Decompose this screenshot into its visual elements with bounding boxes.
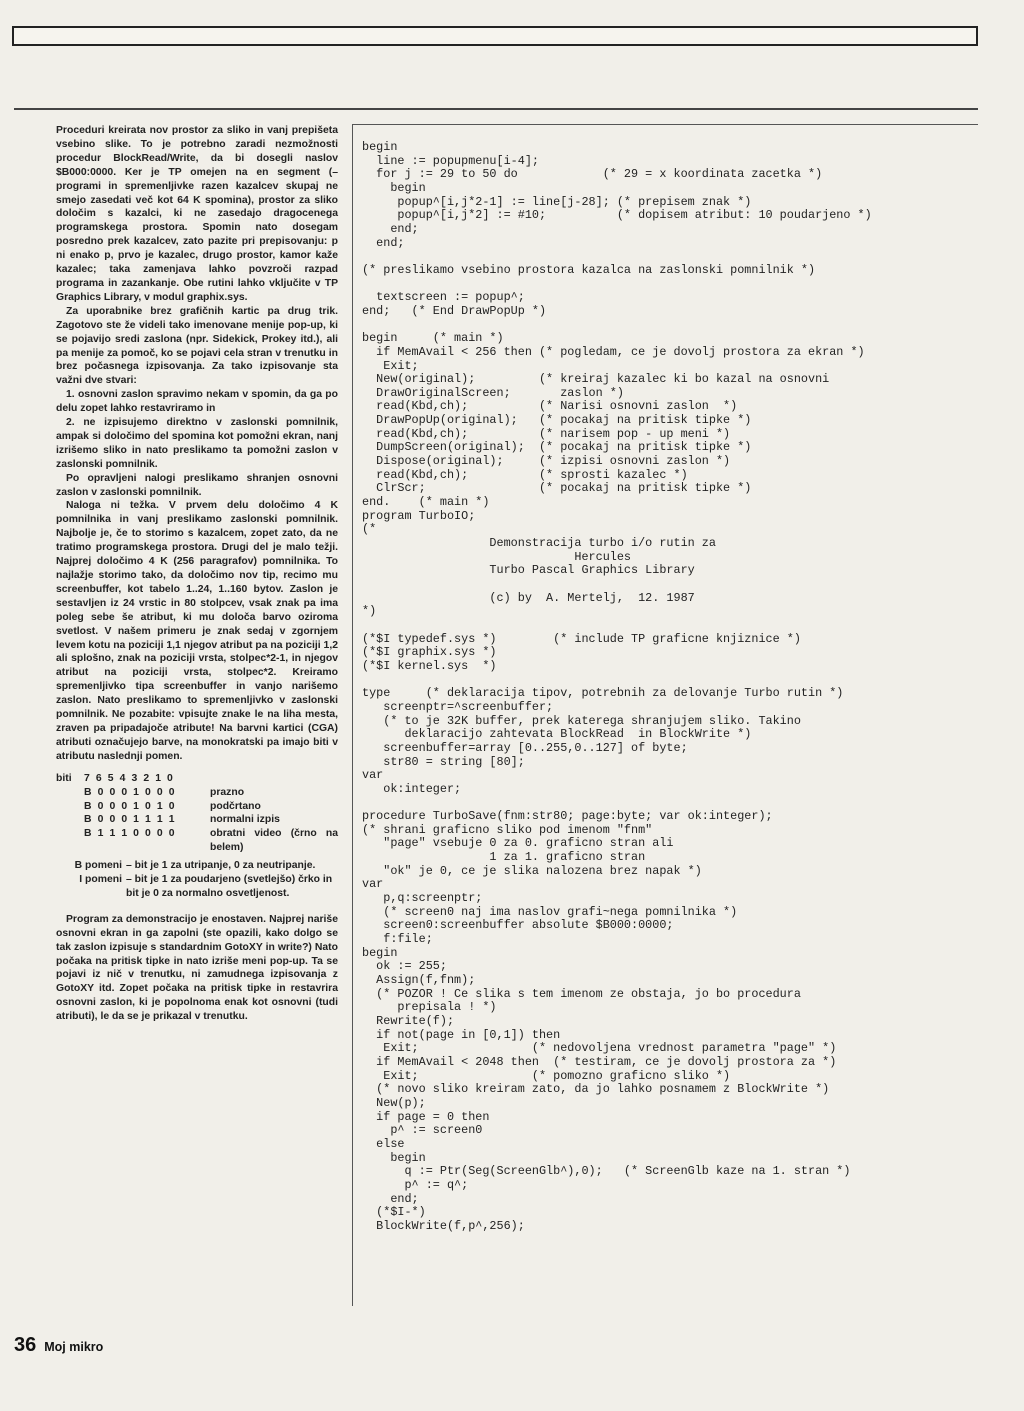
table-row [56,772,338,786]
attribute-bits-table [56,772,338,855]
article-text-column [56,124,338,1024]
bits-label: biti [56,772,72,784]
paragraph: Po opravljeni nalogi preslikamo shranjen osnovni zaslon v zaslonski pomnilnik. [56,472,338,498]
bits-value: B 0 0 0 1 0 0 0 [84,786,177,798]
bits-value: B 1 1 1 0 0 0 0 [84,828,177,840]
bits-desc [210,772,338,786]
page-number: 36 [14,1334,37,1356]
legend-key: I pomeni [79,874,122,886]
bits-desc: normalni izpis [210,814,280,826]
top-rule [14,108,978,110]
paragraph: Za uporabnike brez grafičnih kartic pa drug trik. Zagotovo ste že videli tako imenovane menije pop-up, ki se pojavijo sredi zaslona (npr. Sidekick, Prokey itd.), ali pa menije za pomoč, ko se pojavi cela stran v trenutku in brez počasnega izpisovanja. Za tako izpisovanje sta važni dve stvari: [56,305,338,387]
bits-value: B 0 0 0 1 0 1 0 [84,800,177,812]
legend-text: – bit je 1 za utripanje, 0 za neutripanje. [126,860,316,872]
paragraph: 2. ne izpisujemo direktno v zaslonski pomnilnik, ampak si določimo del spomina kot pomožni ekran, nanj izrišemo sliko in nato preslikamo ta pomožni zaslon v zaslonski pomnilnik. [56,417,338,470]
table-row [56,813,338,827]
table-row [56,800,338,814]
legend-text: – bit je 1 za poudarjeno (svetlejšo) črko in bit je 0 za normalno osvetljenost. [126,874,333,899]
bits-desc: podčrtano [210,800,261,812]
paragraph: Program za demonstracijo je enostaven. Najprej nariše osnovni ekran in ga zapolni (ste opazili, kako dolgo se tak zaslon izpisuje s standardnim GotoXY in write?) Nato počaka na pritisk tipke in nato izriše meni pop-up. Ta se pojavi iz nič v trenutku, ni zamudnega izpisovanja z GotoXY itd. Zopet počaka na pritisk tipke in restavrira osnovni zaslon, ki je popolnoma enak kot osnovni (tudi atributi), le da se je prikazal v trenutku. [56,913,338,1023]
legend-row [56,873,338,901]
bits-desc: obratni video (črno na belem) [210,828,338,854]
legend-key: B pomeni [74,860,122,872]
paragraph: Proceduri kreirata nov prostor za sliko in vanj prepišeta vsebino slike. To je potrebno zaradi nezmožnosti procedur BlockRead/Write, da bi dosegli naslov $B000:0000. Ker je TP omejen na en segment (– programi in spremenljivke razen kazalcev skupaj ne smejo zasedati več kot 64 K spomina), prostor za sliko določim s kazalci, ki ne zasedajo dragocenega programskega prostora. Spomin nato dosegam posredno prek kazalcev, zato pazite pri prepisovanju: p ni enako p, prvo je kazalec, drugo prostor, kamor kaže kazalec; taka zamenjava lahko povzroči razpad programa in zazankanje. Obe rutini lahko vključite v TP Graphics Library, v modul graphix.sys. [56,125,338,303]
magazine-name: Moj mikro [44,1340,104,1354]
bits-value: B 0 0 0 1 1 1 1 [84,814,177,826]
code-listing: begin line := popupmenu[i-4]; for j := 29 to 50 do (* 29 = x koordinata zacetka *) begin popup^[i,j*2-1] := line[j-28]; (* prepisem znak *) popup^[i,j*2] := #10; (* dopisem atribut: 10 poudarjeno *) end; end; (* preslikamo vsebino prostora kazalca na zaslonski pomnilnik *) textscreen := popup^; end; (* End DrawPopUp *) begin (* main *) if MemAvail < 256 then (* pogledam, ce je dovolj prostora za ekran *) Exit; New(original); (* kreiraj kazalec ki bo kazal na osnovni DrawOriginalScreen; zaslon *) read(Kbd,ch); (* Narisi osnovni zaslon *) DrawPopUp(original); (* pocakaj na pritisk tipke *) read(Kbd,ch); (* narisem pop - up meni *) DumpScreen(original); (* pocakaj na pritisk tipke *) Dispose(original); (* izpisi osnovni zaslon *) read(Kbd,ch); (* sprosti kazalec *) ClrScr; (* pocakaj na pritisk tipke *) end. (* main *) program TurboIO; (* Demonstracija turbo i/o rutin za Hercules Turbo Pascal Graphics Library (c) by A. Mertelj, 12. 1987 *) (*$I typedef.sys *) (* include TP graficne knjiznice *) (*$I graphix.sys *) (*$I kernel.sys *) type (* deklaracija tipov, potrebnih za delovanje Turbo rutin *) screenptr=^screenbuffer; (* to je 32K buffer, prek katerega shranjujem sliko. Takino deklaracijo zahtevata BlockRead in BlockWrite *) screenbuffer=array [0..255,0..127] of byte; str80 = string [80]; var ok:integer; procedure TurboSave(fnm:str80; page:byte; var ok:integer); (* shrani graficno sliko pod imenom "fnm" "page" vsebuje 0 za 0. graficno stran ali 1 za 1. graficno stran "ok" je 0, ce je slika nalozena brez napak *) var p,q:screenptr; (* screen0 naj ima naslov grafi~nega pomnilnika *) screen0:screenbuffer absolute $B000:0000; f:file; begin ok := 255; Assign(f,fnm); (* POZOR ! Ce slika s tem imenom ze obstaja, jo bo procedura prepisala ! *) Rewrite(f); if not(page in [0,1]) then Exit; (* nedovoljena vrednost parametra "page" *) if MemAvail < 2048 then (* testiram, ce je dovolj prostora za *) Exit; (* pomozno graficno sliko *) (* novo sliko kreiram zato, da jo lahko posnamem z BlockWrite *) New(p); if page = 0 then p^ := screen0 else begin q := Ptr(Seg(ScreenGlb^),0); (* ScreenGlb kaze na 1. stran *) p^ := q^; end; (*$I-*) BlockWrite(f,p^,256); [362,141,872,1233]
table-row [56,786,338,800]
table-row [56,827,338,855]
header-box [12,26,978,46]
bits-legend [56,859,338,901]
bits-value: 7 6 5 4 3 2 1 0 [84,772,175,784]
bits-desc: prazno [210,786,245,798]
paragraph: Naloga ni težka. V prvem delu določimo 4 K pomnilnika in vanj preslikamo zaslonski pomnilnik. Najbolje je, če to storimo s kazalcem, zopet zato, da ne tratimo programskega prostora. Drugi del je malo težji. Najprej določimo 4 K (256 paragrafov) pomnilnika. To najlažje storimo tako, da določimo nov tip, recimo mu screenbuffer, kot tabelo 1..24, 1..160 bytov. Zaslon je sestavljen iz 24 vrstic in 80 stolpcev, vsak znak pa ima poleg sebe še atribut, ki mu določa barvo oziroma svetlost. V našem primeru je znak sedaj v zgornjem levem kotu na poziciji 1,1 njegov atribut pa na poziciji 1,2 ali splošno, znak na poziciji vrsta, stolpec*2-1, in njegov atribut na poziciji vrsta, stolpec*2. Kreiramo spremenljivko tipa screenbuffer in vanjo narišemo zaslon. Nato preslikamo to spremenljivko v zaslonski pomnilnik. Ne pozabite: vpisujte znake le na liha mesta, zraven pa pripadajoče atribute! Na barvni kartici (CGA) atributi označujejo barve, na monokratski pa imajo biti v atributu naslednji pomen. [56,500,338,762]
page-footer [14,1334,103,1357]
paragraph: 1. osnovni zaslon spravimo nekam v spomin, da ga po delu zopet lahko restavriramo in [56,389,338,415]
legend-row [56,859,338,873]
